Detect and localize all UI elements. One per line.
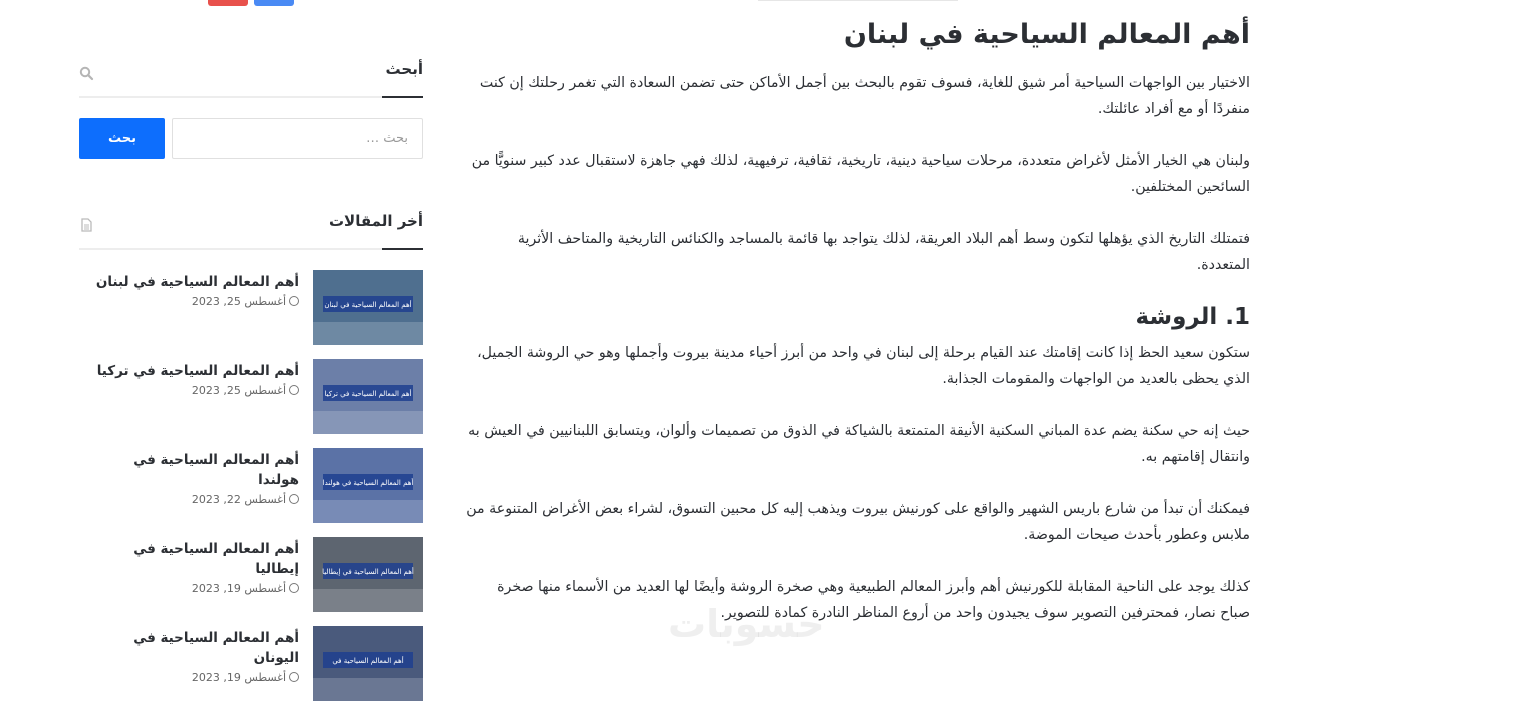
post-thumbnail[interactable] (313, 359, 423, 434)
post-date (89, 383, 299, 399)
post-date (89, 294, 299, 310)
top-divider (758, 0, 958, 1)
article-paragraph: ولبنان هي الخيار الأمثل لأغراض متعددة، مرحلات سياحية دينية، تاريخية، ثقافية، ترفيهية، لذلك فهي جاهزة لاستقبال عدد كبير سنويًّا من السائحين المختلفين. (471, 153, 1250, 195)
post-info (89, 272, 299, 310)
search-widget-title: أبحث (385, 60, 423, 78)
share-button-blue[interactable] (254, 0, 294, 6)
post-thumbnail[interactable] (313, 448, 423, 523)
thumb-caption: أهم المعالم السياحية في إيطاليا (322, 568, 414, 576)
article-title: أهم المعالم السياحية في لبنان (843, 19, 1250, 50)
article-paragraph: الاختيار بين الواجهات السياحية أمر شيق للغاية، فسوف تقوم بالبحث بين أجمل الأماكن حتى تضمن السعادة التي تغمر رحلتك إن كنت منفردًا أو مع أفراد عائلتك. (479, 75, 1250, 117)
post-date (89, 670, 299, 686)
thumb-caption: أهم المعالم السياحية في تركيا (324, 390, 412, 398)
search-icon (79, 65, 93, 79)
post-date-text: أغسطس 25, 2023 (191, 295, 286, 308)
recent-posts-widget (79, 208, 423, 701)
watermark-logo: حسوبات (668, 602, 825, 646)
article-paragraph: كذلك يوجد على الناحية المقابلة للكورنيش أهم وأبرز المعالم الطبيعية وهي صخرة الروشة وأيضًا لها العديد من الأسماء منها صخرة صباح نصار، فمحترفين التصوير سوف يجيدون واحد من أروع المناظر النادرة كمادة للتصوير. (497, 579, 1250, 621)
search-form (79, 118, 423, 160)
recent-post-item[interactable] (79, 537, 423, 612)
post-date-text: أغسطس 25, 2023 (191, 384, 286, 397)
title-underline (382, 96, 423, 98)
recent-posts-list (79, 270, 423, 701)
thumb-caption: أهم المعالم السياحية في هولندا (322, 479, 414, 487)
post-thumbnail[interactable] (313, 537, 423, 612)
clock-icon (289, 672, 299, 682)
article-paragraph: فيمكنك أن تبدأ من شارع باريس الشهير والواقع على كورنيش بيروت ويذهب إليه كل محبين التسوق، لشراء بعض الأغراض المتنوعة من ملابس وعطور بأحدث صيحات الموضة. (466, 501, 1250, 543)
share-button-red[interactable] (208, 0, 248, 6)
post-thumbnail[interactable] (313, 626, 423, 701)
post-title[interactable]: أهم المعالم السياحية في تركيا (96, 363, 299, 379)
recent-post-item[interactable] (79, 270, 423, 345)
clock-icon (289, 296, 299, 306)
article (466, 14, 1250, 652)
recent-post-item[interactable] (79, 359, 423, 434)
post-title[interactable]: أهم المعالم السياحية في إيطاليا (133, 541, 299, 577)
post-date (89, 492, 299, 508)
clock-icon (289, 494, 299, 504)
thumb-caption: أهم المعالم السياحية في لبنان (324, 301, 412, 309)
thumb-caption: أهم المعالم السياحية في (332, 657, 404, 665)
post-date (89, 581, 299, 597)
post-title[interactable]: أهم المعالم السياحية في اليونان (133, 630, 299, 666)
search-input[interactable] (172, 118, 423, 159)
sidebar (79, 56, 423, 715)
document-icon (79, 217, 93, 231)
article-paragraph: فتمتلك التاريخ الذي يؤهلها لتكون وسط أهم البلاد العريقة، لذلك يتواجد بها قائمة بالمساجد والكنائس التاريخية والمتاحف الأثرية المتعددة. (517, 231, 1250, 273)
post-date-text: أغسطس 22, 2023 (191, 493, 286, 506)
post-date-text: أغسطس 19, 2023 (191, 671, 286, 684)
recent-posts-title: أخر المقالات (328, 212, 423, 230)
clock-icon (289, 583, 299, 593)
recent-posts-header (79, 208, 423, 250)
post-thumbnail[interactable] (313, 270, 423, 345)
post-date-text: أغسطس 19, 2023 (191, 582, 286, 595)
post-info (89, 361, 299, 399)
post-title[interactable]: أهم المعالم السياحية في هولندا (133, 452, 299, 488)
title-underline (382, 248, 423, 250)
post-title[interactable]: أهم المعالم السياحية في لبنان (95, 274, 299, 290)
recent-post-item[interactable] (79, 448, 423, 523)
article-paragraph: حيث إنه حي سكنة يضم عدة المباني السكنية الأنيقة المتمتعة بالشياكة في الذوق من تصميمات وألوان، ويتسابق اللبنانيين في العيش به وانتقال إقامتهم به. (468, 423, 1250, 465)
search-widget-header (79, 56, 423, 98)
post-info (89, 539, 299, 597)
recent-post-item[interactable] (79, 626, 423, 701)
post-info (89, 450, 299, 508)
article-paragraph: ستكون سعيد الحظ إذا كانت إقامتك عند القيام برحلة إلى لبنان في واحد من أبرز أحياء مدينة بيروت وأجملها وهو حي الروشة الجميل، الذي يحظى بالعديد من الواجهات والمقومات الجذابة. (477, 345, 1250, 387)
search-button[interactable]: بحث (79, 118, 165, 159)
section-heading: 1. الروشة (1135, 304, 1250, 330)
clock-icon (289, 385, 299, 395)
post-info (89, 628, 299, 686)
